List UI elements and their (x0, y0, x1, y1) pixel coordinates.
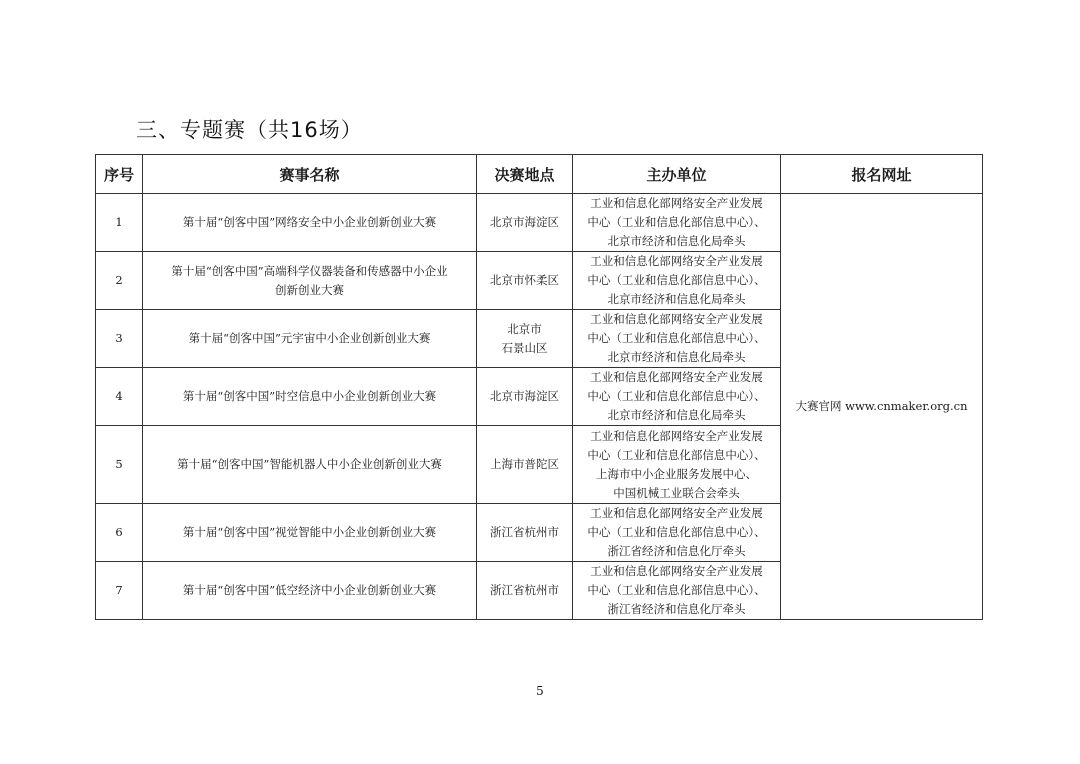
organizer-line: 中心（工业和信息化部信息中心）、 (587, 331, 766, 345)
event-name-line: 第十届“创客中国”时空信息中小企业创新创业大赛 (182, 389, 437, 403)
venue-line: 浙江省杭州市 (490, 583, 559, 597)
venue-line: 浙江省杭州市 (490, 525, 559, 539)
event-name-line: 第十届“创客中国”网络安全中小企业创新创业大赛 (182, 215, 437, 229)
row-number: 5 (96, 426, 143, 504)
venue (477, 310, 573, 368)
organizer-line: 浙江省经济和信息化厅牵头 (607, 602, 746, 616)
organizer (573, 310, 781, 368)
event-name-line: 第十届“创客中国”元宇宙中小企业创新创业大赛 (188, 331, 431, 345)
organizer-line: 工业和信息化部网络安全产业发展 (590, 428, 763, 443)
organizer-line: 中国机械工业联合会牵头 (613, 485, 740, 500)
organizer-line: 中心（工业和信息化部信息中心）、 (587, 215, 766, 229)
venue-line: 北京市怀柔区 (490, 273, 559, 287)
header-no: 序号 (96, 155, 143, 194)
venue (477, 562, 573, 620)
row-number: 3 (96, 310, 143, 368)
event-name-line: 第十届“创客中国”智能机器人中小企业创新创业大赛 (177, 457, 442, 471)
organizer-line: 工业和信息化部网络安全产业发展 (590, 564, 763, 578)
event-name-line: 创新创业大赛 (275, 282, 344, 297)
organizer-line: 工业和信息化部网络安全产业发展 (590, 254, 763, 268)
row-number: 1 (96, 194, 143, 252)
organizer (573, 504, 781, 562)
organizer-line: 工业和信息化部网络安全产业发展 (590, 196, 763, 210)
organizer-line: 工业和信息化部网络安全产业发展 (590, 312, 763, 326)
table-header-row (96, 155, 983, 194)
venue-line: 北京市海淀区 (490, 215, 559, 229)
venue (477, 194, 573, 252)
table-row (96, 194, 983, 252)
organizer-line: 中心（工业和信息化部信息中心）、 (587, 389, 766, 403)
header-organizer: 主办单位 (573, 155, 781, 194)
row-number: 4 (96, 368, 143, 426)
event-name (143, 310, 477, 368)
event-name (143, 562, 477, 620)
venue (477, 426, 573, 504)
organizer-line: 中心（工业和信息化部信息中心）、 (587, 525, 766, 539)
row-number: 6 (96, 504, 143, 562)
organizer-line: 工业和信息化部网络安全产业发展 (590, 370, 763, 384)
organizer (573, 368, 781, 426)
competition-table (95, 154, 983, 620)
signup-website: 大赛官网 www.cnmaker.org.cn (781, 194, 983, 620)
event-name (143, 194, 477, 252)
event-name-line: 第十届“创客中国”低空经济中小企业创新创业大赛 (182, 583, 437, 597)
header-signup: 报名网址 (781, 155, 983, 194)
organizer-line: 中心（工业和信息化部信息中心）、 (587, 447, 766, 462)
venue-line: 上海市普陀区 (490, 457, 559, 471)
organizer-line: 中心（工业和信息化部信息中心）、 (587, 273, 766, 287)
event-name-line: 第十届“创客中国”高端科学仪器装备和传感器中小企业 (171, 263, 448, 278)
row-number: 2 (96, 252, 143, 310)
event-name (143, 504, 477, 562)
row-number: 7 (96, 562, 143, 620)
organizer-line: 上海市中小企业服务发展中心、 (596, 466, 757, 481)
venue (477, 504, 573, 562)
organizer-line: 北京市经济和信息化局牵头 (607, 408, 746, 422)
header-venue: 决赛地点 (477, 155, 573, 194)
organizer-line: 北京市经济和信息化局牵头 (607, 350, 746, 364)
event-name-line: 第十届“创客中国”视觉智能中小企业创新创业大赛 (182, 525, 437, 539)
header-name: 赛事名称 (143, 155, 477, 194)
organizer (573, 426, 781, 504)
section-title: 三、专题赛（共16场） (136, 118, 363, 142)
event-name (143, 368, 477, 426)
organizer-line: 工业和信息化部网络安全产业发展 (590, 506, 763, 520)
organizer (573, 194, 781, 252)
event-name (143, 426, 477, 504)
venue-line: 北京市海淀区 (490, 389, 559, 403)
event-name (143, 252, 477, 310)
organizer-line: 北京市经济和信息化局牵头 (607, 234, 746, 248)
venue-line: 石景山区 (501, 340, 548, 355)
organizer-line: 中心（工业和信息化部信息中心）、 (587, 583, 766, 597)
venue-line: 北京市 (507, 321, 542, 336)
organizer-line: 浙江省经济和信息化厅牵头 (607, 544, 746, 558)
venue (477, 368, 573, 426)
page-number: 5 (536, 684, 544, 698)
organizer-line: 北京市经济和信息化局牵头 (607, 292, 746, 306)
organizer (573, 252, 781, 310)
venue (477, 252, 573, 310)
organizer (573, 562, 781, 620)
